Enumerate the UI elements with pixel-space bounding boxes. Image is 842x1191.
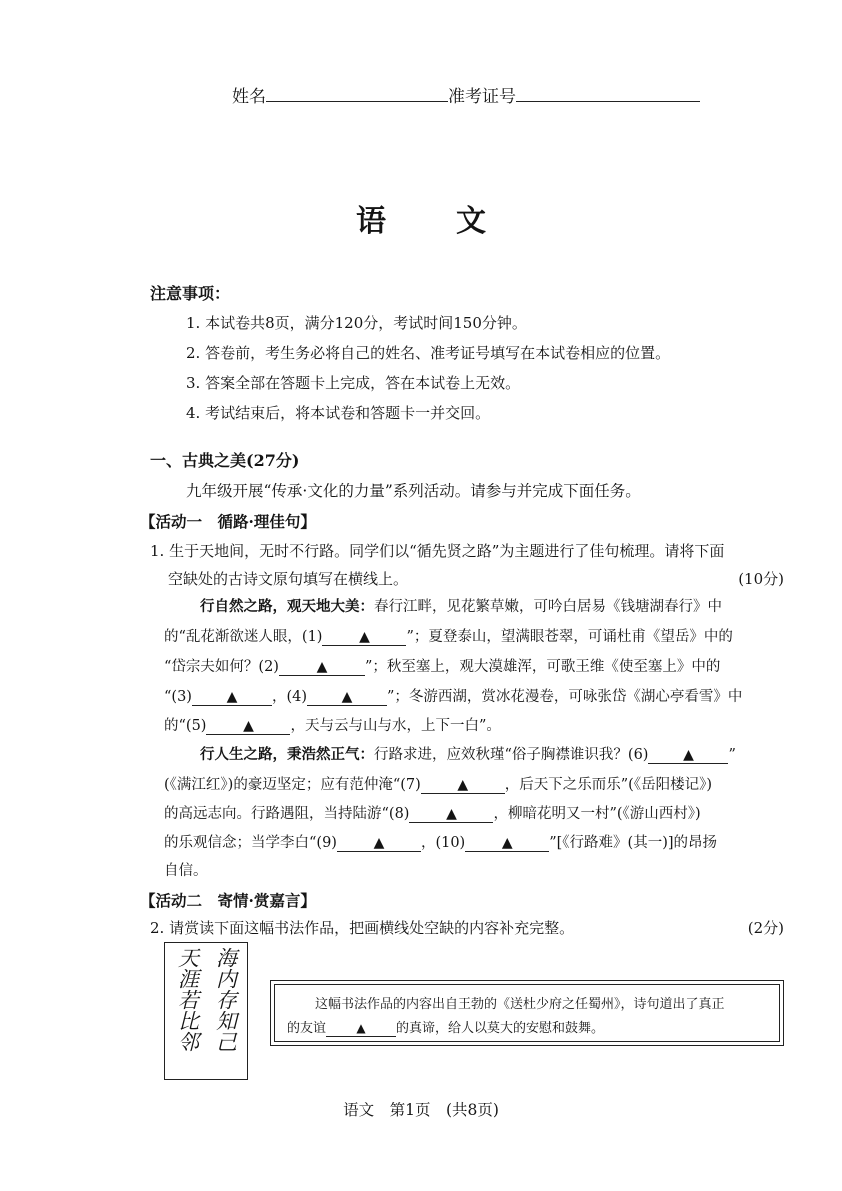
scroll-inner-frame (274, 984, 780, 1042)
activity-2-title: 【活动二 寄情·赏嘉言】 (140, 891, 316, 910)
para2-line5: 自信。 (164, 863, 208, 879)
calligraphy-column-right: 海内存知己 (213, 947, 238, 1052)
note-item: 4. 考试结束后，将本试卷和答题卡一并交回。 (186, 404, 491, 422)
calligraphy-artwork (164, 942, 248, 1080)
answer-blank-7[interactable]: ▲ (421, 775, 505, 794)
exam-id-label: 准考证号 (448, 87, 516, 107)
question-1-score: (10分) (738, 570, 784, 588)
section-intro: 九年级开展“传承·文化的力量”系列活动。请参与并完成下面任务。 (186, 482, 641, 500)
para1-line3: “岱宗夫如何？(2) ▲ ”；秋至塞上，观大漠雄浑，可歌王维《使至塞上》中的 (164, 659, 721, 675)
page-footer: 语文 第1页 (共8页) (343, 1101, 499, 1119)
answer-blank-2[interactable]: ▲ (279, 657, 365, 676)
answer-blank-10[interactable]: ▲ (465, 833, 549, 852)
answer-blank-q2[interactable]: ▲ (326, 1020, 396, 1037)
para1-line5: 的“(5) ▲ ，天与云与山与水，上下一白”。 (164, 718, 501, 734)
answer-blank-4[interactable]: ▲ (307, 687, 387, 706)
scroll-line2: 的友谊 ▲ 的真谛，给人以莫大的安慰和鼓舞。 (287, 1021, 605, 1036)
section-title: 一、古典之美(27分) (150, 451, 300, 470)
question-2-score: (2分) (747, 919, 784, 937)
question-1-line1: 1. 生于天地间，无时不行路。同学们以“循先贤之路”为主题进行了佳句梳理。请将下面 (150, 542, 725, 560)
note-item: 2. 答卷前，考生务必将自己的姓名、准考证号填写在本试卷相应的位置。 (186, 344, 671, 362)
answer-blank-8[interactable]: ▲ (409, 804, 493, 823)
note-item: 3. 答案全部在答题卡上完成，答在本试卷上无效。 (186, 374, 521, 392)
notes-title: 注意事项： (150, 284, 231, 303)
scroll-line1: 这幅书法作品的内容出自王勃的《送杜少府之任蜀州》，诗句道出了真正 (315, 997, 725, 1012)
name-label: 姓名 (232, 87, 266, 107)
answer-blank-1[interactable]: ▲ (322, 627, 406, 646)
para2-line3: 的高远志向。行路遇阻，当持陆游“(8) ▲ ，柳暗花明又一村”(《游山西村》) (164, 806, 701, 822)
page-title: 语文 (356, 204, 556, 239)
scroll-frame (270, 980, 784, 1046)
exam-id-field[interactable] (516, 83, 700, 102)
student-info-line (232, 82, 700, 107)
para1-line2: 的“乱花渐欲迷人眼，(1) ▲ ”；夏登泰山，望满眼苍翠，可诵杜甫《望岳》中的 (164, 629, 733, 645)
para2-line1: 行人生之路，秉浩然正气：行路求进，应效秋瑾“俗子胸襟谁识我？(6) ▲ ” (200, 746, 736, 763)
answer-blank-5[interactable]: ▲ (206, 716, 290, 735)
para2-line2: (《满江红》)的豪迈坚定；应有范仲淹“(7) ▲ ，后天下之乐而乐”(《岳阳楼记》) (164, 777, 712, 793)
para2-line4: 的乐观信念；当学李白“(9) ▲ ，(10) ▲ ”[《行路难》(其一)]的昂扬 (164, 835, 718, 851)
question-1-line2: 空缺处的古诗文原句填写在横线上。 (168, 570, 409, 588)
para1-line4: “(3) ▲ ，(4) ▲ ”；冬游西湖，赏冰花漫卷，可咏张岱《湖心亭看雪》中 (164, 689, 743, 705)
note-item: 1. 本试卷共8页，满分120分，考试时间150分钟。 (186, 314, 527, 332)
answer-blank-3[interactable]: ▲ (192, 687, 272, 706)
answer-blank-6[interactable]: ▲ (648, 745, 728, 764)
name-field[interactable] (266, 83, 448, 102)
para1-line1: 行自然之路，观天地大美：春行江畔，见花繁草嫩，可吟白居易《钱塘湖春行》中 (200, 598, 722, 615)
activity-1-title: 【活动一 循路·理佳句】 (140, 512, 316, 531)
answer-blank-9[interactable]: ▲ (337, 833, 421, 852)
question-2-text: 2. 请赏读下面这幅书法作品，把画横线处空缺的内容补充完整。 (150, 919, 575, 937)
calligraphy-column-left: 天涯若比邻 (175, 947, 200, 1052)
